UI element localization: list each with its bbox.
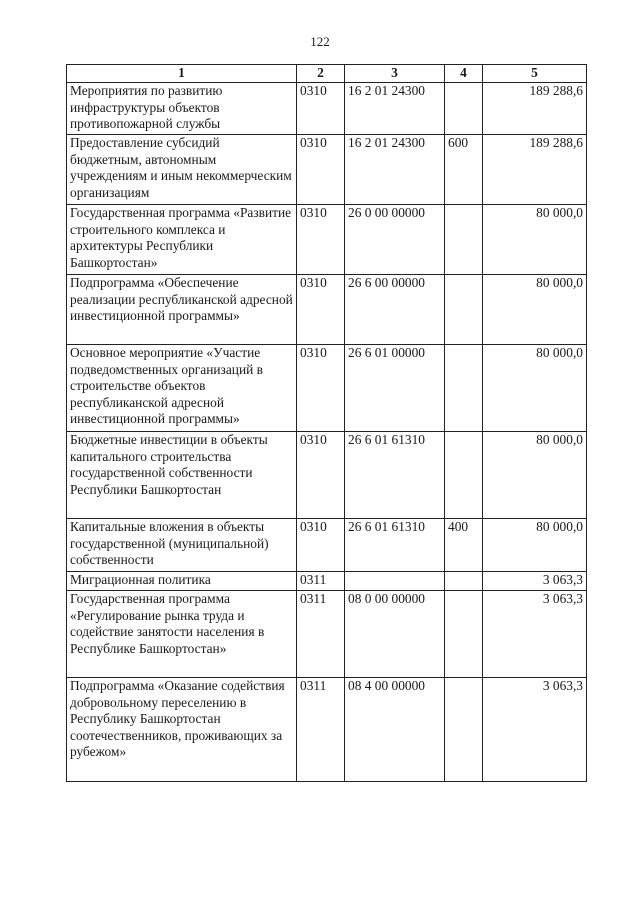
row-name: Капитальные вложения в объекты государственной (муниципальной) собственности: [67, 519, 297, 572]
row-target: 08 0 00 00000: [345, 591, 445, 678]
table-header-row: [67, 65, 587, 83]
row-amount: 189 288,6: [483, 83, 587, 135]
row-name: Государственная программа «Регулирование рынка труда и содействие занятости населения в Республике Башкортостан»: [67, 591, 297, 678]
row-section: 0311: [297, 591, 345, 678]
row-amount: 80 000,0: [483, 432, 587, 519]
row-expense-type: [445, 591, 483, 678]
row-amount: 80 000,0: [483, 519, 587, 572]
row-section: 0310: [297, 345, 345, 432]
row-amount: 3 063,3: [483, 572, 587, 591]
row-amount: 3 063,3: [483, 678, 587, 782]
row-name: Государственная программа «Развитие строительного комплекса и архитектуры Республики Башкортостан»: [67, 205, 297, 275]
table-row: [67, 432, 587, 519]
row-target: 26 6 01 00000: [345, 345, 445, 432]
row-expense-type: [445, 432, 483, 519]
column-header-section: 2: [297, 65, 345, 83]
row-expense-type: [445, 572, 483, 591]
row-target: 16 2 01 24300: [345, 83, 445, 135]
row-amount: 80 000,0: [483, 275, 587, 345]
row-section: 0311: [297, 572, 345, 591]
row-section: 0310: [297, 519, 345, 572]
row-section: 0310: [297, 83, 345, 135]
row-expense-type: [445, 345, 483, 432]
row-amount: 80 000,0: [483, 345, 587, 432]
row-name: Мероприятия по развитию инфраструктуры объектов противопожарной службы: [67, 83, 297, 135]
row-expense-type: [445, 275, 483, 345]
row-name: Предоставление субсидий бюджетным, автономным учреждениям и иным некоммерческим организациям: [67, 135, 297, 205]
column-header-target: 3: [345, 65, 445, 83]
table-row: [67, 572, 587, 591]
row-expense-type: [445, 678, 483, 782]
row-target: [345, 572, 445, 591]
row-name: Миграционная политика: [67, 572, 297, 591]
table-row: [67, 678, 587, 782]
row-amount: 80 000,0: [483, 205, 587, 275]
row-target: 16 2 01 24300: [345, 135, 445, 205]
table-row: [67, 345, 587, 432]
row-section: 0310: [297, 205, 345, 275]
row-section: 0311: [297, 678, 345, 782]
table-row: [67, 205, 587, 275]
row-amount: 3 063,3: [483, 591, 587, 678]
column-header-expense-type: 4: [445, 65, 483, 83]
row-expense-type: 600: [445, 135, 483, 205]
row-target: 26 6 00 00000: [345, 275, 445, 345]
row-expense-type: [445, 83, 483, 135]
table-row: [67, 135, 587, 205]
row-name: Бюджетные инвестиции в объекты капитального строительства государственной собственности Республики Башкортостан: [67, 432, 297, 519]
row-name: Подпрограмма «Оказание содействия добровольному переселению в Республику Башкортостан соотечественников, проживающих за рубежом»: [67, 678, 297, 782]
table-row: [67, 591, 587, 678]
row-section: 0310: [297, 432, 345, 519]
table-row: [67, 275, 587, 345]
row-section: 0310: [297, 135, 345, 205]
table-row: [67, 519, 587, 572]
row-target: 26 0 00 00000: [345, 205, 445, 275]
row-amount: 189 288,6: [483, 135, 587, 205]
row-name: Основное мероприятие «Участие подведомственных организаций в строительстве объектов республиканской адресной инвестиционной программы»: [67, 345, 297, 432]
row-target: 08 4 00 00000: [345, 678, 445, 782]
budget-table: [66, 64, 587, 782]
column-header-amount: 5: [483, 65, 587, 83]
row-expense-type: [445, 205, 483, 275]
row-name: Подпрограмма «Обеспечение реализации республиканской адресной инвестиционной программы»: [67, 275, 297, 345]
row-target: 26 6 01 61310: [345, 432, 445, 519]
row-section: 0310: [297, 275, 345, 345]
row-expense-type: 400: [445, 519, 483, 572]
row-target: 26 6 01 61310: [345, 519, 445, 572]
column-header-name: 1: [67, 65, 297, 83]
table-row: [67, 83, 587, 135]
page-number: 122: [310, 34, 330, 49]
